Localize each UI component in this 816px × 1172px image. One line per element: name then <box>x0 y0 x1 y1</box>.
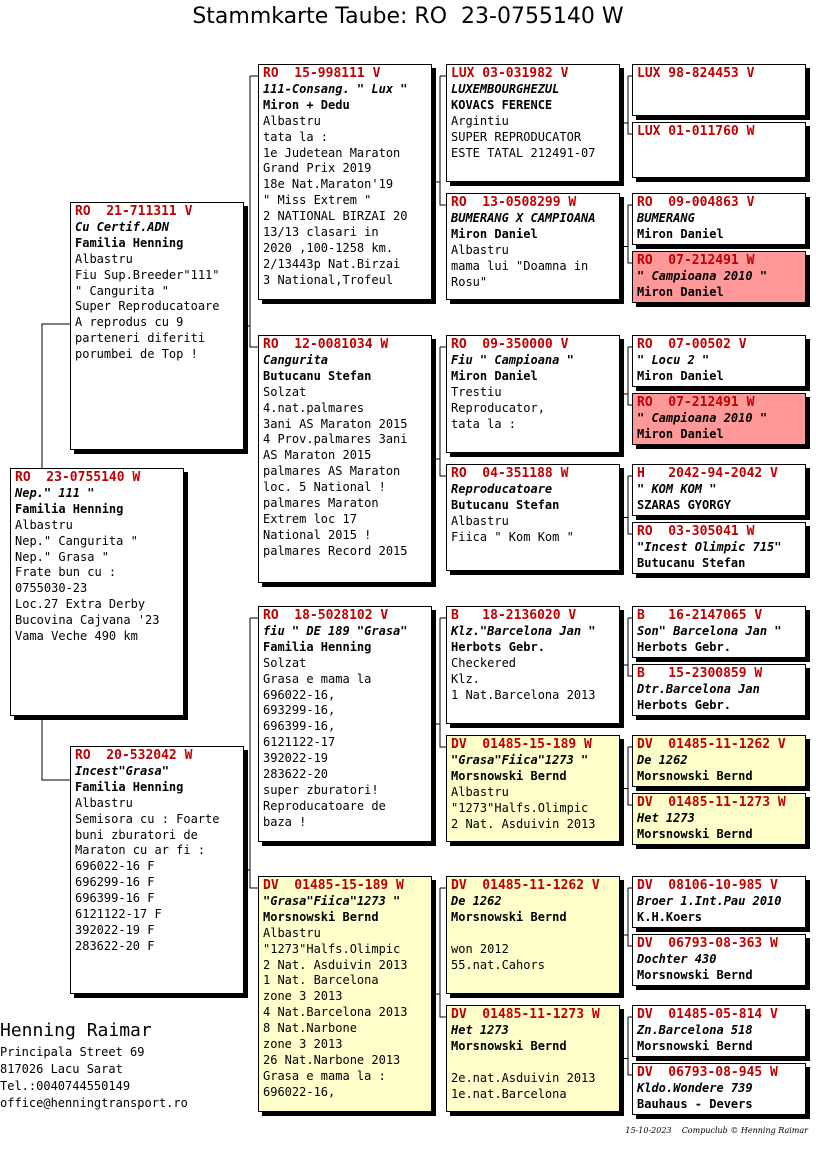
ring-number: LUX 03-031982 V <box>451 66 569 81</box>
pigeon-name: LUXEMBOURGHEZUL <box>451 81 560 96</box>
breeder-name: Morsnowski Bernd <box>451 1038 567 1053</box>
breeder-name: Bauhaus - Devers <box>637 1096 753 1111</box>
breeder-name: Familia Henning <box>263 639 372 654</box>
breeder-name: Herbots Gebr. <box>451 639 545 654</box>
card-info-line: Extrem loc 17 <box>263 511 357 526</box>
card-info-line: 283622-20 F <box>75 938 155 953</box>
pigeon-name: De 1262 <box>451 893 502 908</box>
card-info-line: Nep." Cangurita " <box>15 533 138 548</box>
ring-number: RO 09-004863 V <box>637 195 755 210</box>
card-info-line: 696022-16 F <box>75 859 155 874</box>
ring-number: RO 09-350000 V <box>451 337 569 352</box>
card-info-line: palmares Maraton <box>263 496 379 511</box>
pigeon-name: BUMERANG <box>637 210 695 225</box>
breeder-name: Miron Daniel <box>451 226 538 241</box>
pigeon-name: " Locu 2 " <box>637 352 710 367</box>
card-info-line: Fiica " Kom Kom " <box>451 529 574 544</box>
card-info-line: Grasa e mama la <box>263 671 372 686</box>
card-info-line: won 2012 <box>451 941 509 956</box>
owner-phone: Tel.:0040744550149 <box>0 1079 131 1093</box>
pigeon-name: " Campioana 2010 " <box>637 410 768 425</box>
ring-number: H 2042-94-2042 V <box>637 466 778 481</box>
card-info-line: Loc.27 Extra Derby <box>15 597 146 612</box>
breeder-name: Herbots Gebr. <box>637 697 731 712</box>
card-info-line: 0755030-23 <box>15 581 88 596</box>
pigeon-name: "Incest Olimpic 715" <box>637 539 782 554</box>
breeder-name: Familia Henning <box>15 501 124 516</box>
card-info-line: 6121122-17 F <box>75 907 162 922</box>
ring-number: RO 07-212491 W <box>637 253 755 268</box>
breeder-name: Miron Daniel <box>451 368 538 383</box>
card-info-line: Solzat <box>263 655 307 670</box>
breeder-name: K.H.Koers <box>637 909 703 924</box>
card-info-line: AS Maraton 2015 <box>263 448 372 463</box>
pedigree-card-f <box>70 202 244 450</box>
pigeon-name: Son" Barcelona Jan " <box>637 623 782 638</box>
ring-number: RO 07-212491 W <box>637 395 755 410</box>
pigeon-name: Incest"Grasa" <box>75 763 169 778</box>
card-info-line: "1273"Halfs.Olimpic <box>451 800 589 815</box>
card-info-line: super zburatori! <box>263 782 379 797</box>
card-info-line: 3ani AS Maraton 2015 <box>263 416 408 431</box>
pedigree-card-mmfm <box>632 934 806 986</box>
ring-number: RO 21-711311 V <box>75 204 193 219</box>
card-info-line: Albastru <box>15 517 73 532</box>
card-info-line: National 2015 ! <box>263 527 372 542</box>
pedigree-card-mfm <box>446 735 620 842</box>
pigeon-name: Fiu " Campioana " <box>451 352 574 367</box>
pedigree-card-mmf <box>446 876 620 994</box>
card-info-line: 13/13 clasari in <box>263 225 379 240</box>
ring-number: LUX 01-011760 W <box>637 124 755 139</box>
card-info-line: Albastru <box>451 242 509 257</box>
card-info-line: 696299-16 F <box>75 875 155 890</box>
pedigree-card-fffm <box>632 122 806 178</box>
ring-number: RO 15-998111 V <box>263 66 381 81</box>
card-info-line: zone 3 2013 <box>263 1037 343 1052</box>
pedigree-card-ffm <box>446 193 620 300</box>
card-info-line: ESTE TATAL 212491-07 <box>451 145 596 160</box>
card-info-line: Reproducatoare de <box>263 798 386 813</box>
breeder-name: Miron Daniel <box>637 284 724 299</box>
ring-number: DV 08106-10-985 V <box>637 878 778 893</box>
pedigree-card-mffm <box>632 664 806 716</box>
card-info-line: " Miss Extrem " <box>263 193 372 208</box>
card-info-line: A reprodus cu 9 <box>75 315 184 330</box>
breeder-name: Miron Daniel <box>637 368 724 383</box>
owner-email[interactable]: office@henningtransport.ro <box>0 1096 188 1110</box>
card-info-line: tata la : <box>451 416 517 431</box>
pedigree-card-mmff <box>632 876 806 928</box>
card-info-line: parteneri diferiti <box>75 331 206 346</box>
pedigree-card-mff <box>446 606 620 724</box>
card-info-line: Checkered <box>451 655 517 670</box>
card-info-line: 693299-16, <box>263 703 336 718</box>
pedigree-card-fmf <box>446 335 620 453</box>
ring-number: DV 06793-08-363 W <box>637 936 778 951</box>
pigeon-name: Het 1273 <box>637 810 695 825</box>
connector-ff-fm <box>250 76 258 347</box>
footer-credit <box>625 1126 808 1135</box>
card-info-line: Grand Prix 2019 <box>263 161 372 176</box>
card-info-line: palmares Record 2015 <box>263 543 408 558</box>
card-info-line: buni zburatori de <box>75 827 198 842</box>
pedigree-card-fmm <box>446 464 620 571</box>
breeder-name: Morsnowski Bernd <box>451 909 567 924</box>
page-title: Stammkarte Taube: RO 23-0755140 W <box>192 4 624 29</box>
ring-number: RO 12-0081034 W <box>263 337 389 352</box>
card-info-line: Klz. <box>451 671 480 686</box>
card-info-line: 3 National,Trofeul <box>263 272 394 287</box>
card-info-line: 18e Nat.Maraton'19 <box>263 177 394 192</box>
pedigree-card-root <box>10 468 184 716</box>
pigeon-name: "Grasa"Fiica"1273 " <box>451 752 589 767</box>
pigeon-name: De 1262 <box>637 752 688 767</box>
breeder-name: Miron Daniel <box>637 426 724 441</box>
card-info-line: 2 Nat. Asduivin 2013 <box>263 957 408 972</box>
pedigree-card-mmm <box>446 1005 620 1112</box>
owner-block <box>0 1018 188 1112</box>
card-info-line: 2e.nat.Asduivin 2013 <box>451 1070 596 1085</box>
ring-number: RO 03-305041 W <box>637 524 755 539</box>
card-info-line: 1 Nat.Barcelona 2013 <box>451 687 596 702</box>
breeder-name: Familia Henning <box>75 779 184 794</box>
pedigree-card-ffmm <box>632 251 806 303</box>
pedigree-card-mf <box>258 606 432 842</box>
card-info-line: 2 NATIONAL BIRZAI 20 <box>263 209 408 224</box>
card-info-line: 6121122-17 <box>263 735 336 750</box>
card-info-line: Semisora cu : Foarte <box>75 811 220 826</box>
pedigree-card-ff <box>258 64 432 300</box>
card-info-line: Frate bun cu : <box>15 565 117 580</box>
pigeon-name: 111-Consang. " Lux " <box>263 81 408 96</box>
card-info-line: Trestiu <box>451 384 502 399</box>
pedigree-card-fm <box>258 335 432 583</box>
card-info-line: Albastru <box>263 925 321 940</box>
card-info-line: palmares AS Maraton <box>263 464 401 479</box>
card-info-line: tata la : <box>263 129 329 144</box>
owner-city: 817026 Lacu Sarat <box>0 1062 123 1076</box>
breeder-name: Morsnowski Bernd <box>637 826 753 841</box>
pigeon-name: Cu Certif.ADN <box>75 219 169 234</box>
card-info-line: " Cangurita " <box>75 283 169 298</box>
pigeon-name: Nep." 111 " <box>15 485 95 500</box>
card-info-line: Vama Veche 490 km <box>15 629 138 644</box>
pigeon-name: Kldo.Wondere 739 <box>637 1080 753 1095</box>
ring-number: DV 01485-11-1273 W <box>451 1007 600 1022</box>
pigeon-name: Broer 1.Int.Pau 2010 <box>637 893 782 908</box>
card-info-line: Nep." Grasa " <box>15 549 109 564</box>
ring-number: B 16-2147065 V <box>637 608 763 623</box>
breeder-name: Morsnowski Bernd <box>637 967 753 982</box>
card-info-line: 392022-19 F <box>75 922 155 937</box>
pedigree-card-mmmf <box>632 1005 806 1057</box>
card-info-line: Fiu Sup.Breeder"111" <box>75 267 220 282</box>
card-info-line <box>451 926 615 942</box>
breeder-name: Herbots Gebr. <box>637 639 731 654</box>
ring-number: RO 23-0755140 W <box>15 470 141 485</box>
card-info-line: 1e.nat.Barcelona <box>451 1086 567 1101</box>
ring-number: RO 18-5028102 V <box>263 608 389 623</box>
card-info-line: Albastru <box>75 251 133 266</box>
card-info-line: mama lui "Doamna in <box>451 258 589 273</box>
footer-credit-text: Compuclub © Henning Raimar <box>681 1126 808 1135</box>
card-info-line: 696399-16 F <box>75 891 155 906</box>
pedigree-card-m <box>70 746 244 994</box>
breeder-name: Butucanu Stefan <box>451 497 560 512</box>
card-info-line: porumbei de Top ! <box>75 347 198 362</box>
ring-number: RO 20-532042 W <box>75 748 193 763</box>
pedigree-card-fmff <box>632 335 806 387</box>
card-info-line: loc. 5 National ! <box>263 480 386 495</box>
breeder-name: KOVACS FERENCE <box>451 97 553 112</box>
breeder-name: Morsnowski Bernd <box>263 909 379 924</box>
pigeon-name: Het 1273 <box>451 1022 509 1037</box>
pedigree-card-ffff <box>632 64 806 116</box>
card-info-line: "1273"Halfs.Olimpic <box>263 941 401 956</box>
pigeon-name: fiu " DE 189 "Grasa" <box>263 623 408 638</box>
ring-number: DV 06793-08-945 W <box>637 1065 778 1080</box>
breeder-name: Morsnowski Bernd <box>451 768 567 783</box>
breeder-name: Morsnowski Bernd <box>637 1038 753 1053</box>
pigeon-name: BUMERANG X CAMPIOANA <box>451 210 596 225</box>
card-info-line: 696399-16, <box>263 719 336 734</box>
card-info-line: baza ! <box>263 814 307 829</box>
ring-number: LUX 98-824453 V <box>637 66 755 81</box>
breeder-name: Butucanu Stefan <box>637 555 746 570</box>
card-info-line: SUPER REPRODUCATOR <box>451 129 582 144</box>
card-info-line: 55.nat.Cahors <box>451 957 545 972</box>
pigeon-name: " Campioana 2010 " <box>637 268 768 283</box>
card-info-line: 2/13443p Nat.Birzai <box>263 256 401 271</box>
ring-number: DV 01485-11-1262 V <box>637 737 786 752</box>
card-info-line: zone 3 2013 <box>263 989 343 1004</box>
ring-number: DV 01485-05-814 V <box>637 1007 778 1022</box>
card-info-line: 1 Nat. Barcelona <box>263 973 379 988</box>
card-info-line: 283622-20 <box>263 767 329 782</box>
card-info-line: Albastru <box>75 795 133 810</box>
card-info-line: 392022-19 <box>263 751 329 766</box>
card-info-line: Maraton cu ar fi : <box>75 843 206 858</box>
card-info-line: 2 Nat. Asduivin 2013 <box>451 816 596 831</box>
pedigree-card-mmmm <box>632 1063 806 1115</box>
pedigree-card-ffmf <box>632 193 806 245</box>
card-info-line: 696022-16, <box>263 1084 336 1099</box>
pedigree-card-mm <box>258 876 432 1112</box>
pedigree-card-mfmf <box>632 735 806 787</box>
pedigree-card-fff <box>446 64 620 182</box>
card-info-line: 4 Prov.palmares 3ani <box>263 432 408 447</box>
card-info-line: Albastru <box>263 113 321 128</box>
pigeon-name: Dtr.Barcelona Jan <box>637 681 760 696</box>
card-info-line: Reproducator, <box>451 400 545 415</box>
card-info-line: Solzat <box>263 384 307 399</box>
ring-number: B 15-2300859 W <box>637 666 763 681</box>
pedigree-card-fmmf <box>632 464 806 516</box>
card-info-line: Rosu" <box>451 274 488 289</box>
card-info-line: Argintiu <box>451 113 509 128</box>
breeder-name: Miron + Dedu <box>263 97 350 112</box>
ring-number: DV 01485-11-1262 V <box>451 878 600 893</box>
card-info-line: 4 Nat.Barcelona 2013 <box>263 1005 408 1020</box>
footer-date: 15-10-2023 <box>625 1126 672 1135</box>
card-info-line: 8 Nat.Narbone <box>263 1021 357 1036</box>
pigeon-name: Cangurita <box>263 352 329 367</box>
card-info-line: 26 Nat.Narbone 2013 <box>263 1052 401 1067</box>
pigeon-name: Reproducatoare <box>451 481 553 496</box>
ring-number: RO 13-0508299 W <box>451 195 577 210</box>
card-info-line: 696022-16, <box>263 687 336 702</box>
pigeon-name: Dochter 430 <box>637 951 717 966</box>
ring-number: RO 07-00502 V <box>637 337 747 352</box>
ring-number: DV 01485-15-189 W <box>451 737 592 752</box>
breeder-name: Butucanu Stefan <box>263 368 372 383</box>
card-info-line <box>451 1055 615 1071</box>
ring-number: DV 01485-11-1273 W <box>637 795 786 810</box>
card-info-line: Super Reproducatoare <box>75 299 220 314</box>
breeder-name: Familia Henning <box>75 235 184 250</box>
card-info-line: Grasa e mama la : <box>263 1068 386 1083</box>
pigeon-name: Klz."Barcelona Jan " <box>451 623 596 638</box>
pigeon-name: Zn.Barcelona 518 <box>637 1022 753 1037</box>
connector-mf-mm <box>250 618 258 888</box>
card-info-line: 2020 ,100-1258 km. <box>263 240 394 255</box>
card-info-line: Albastru <box>451 513 509 528</box>
card-info-line: Bucovina Cajvana '23 <box>15 613 160 628</box>
owner-name: Henning Raimar <box>0 1020 152 1041</box>
pigeon-name: " KOM KOM " <box>637 481 717 496</box>
breeder-name: Morsnowski Bernd <box>637 768 753 783</box>
pedigree-card-fmmm <box>632 522 806 574</box>
pedigree-card-fmfm <box>632 393 806 445</box>
ring-number: RO 04-351188 W <box>451 466 569 481</box>
card-info-line: Albastru <box>451 784 509 799</box>
breeder-name: SZARAS GYORGY <box>637 497 731 512</box>
owner-street: Principala Street 69 <box>0 1045 145 1059</box>
breeder-name: Miron Daniel <box>637 226 724 241</box>
pedigree-card-mfmm <box>632 793 806 845</box>
ring-number: B 18-2136020 V <box>451 608 577 623</box>
card-info-line: 4.nat.palmares <box>263 400 365 415</box>
ring-number: DV 01485-15-189 W <box>263 878 404 893</box>
card-info-line: 1e Judetean Maraton <box>263 145 401 160</box>
pigeon-name: "Grasa"Fiica"1273 " <box>263 893 401 908</box>
pedigree-card-mfff <box>632 606 806 658</box>
